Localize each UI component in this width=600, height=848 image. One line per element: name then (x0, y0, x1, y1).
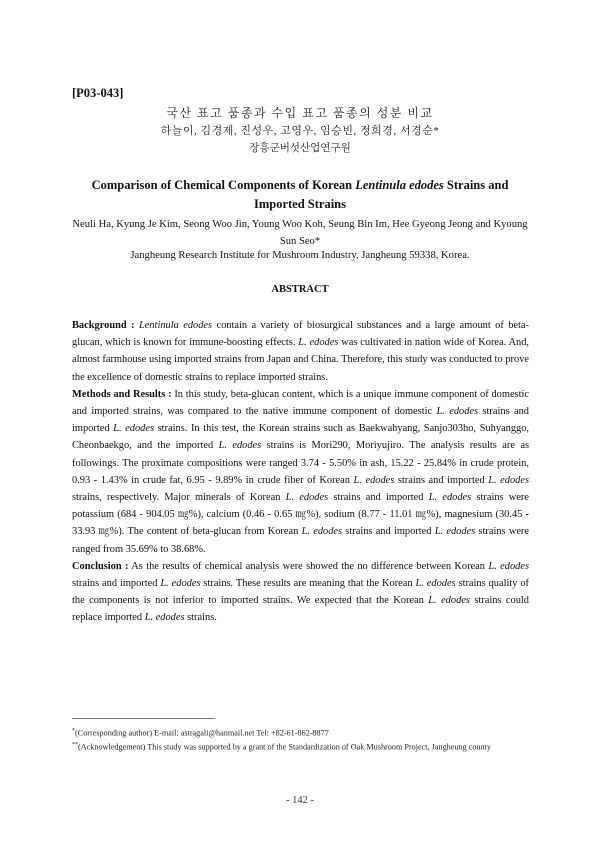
species-name: L. edodes (285, 492, 329, 504)
species-name: L. edodes (144, 612, 185, 624)
text-span: In this study, beta-glucan content, which is a unique immune component of domestic and imported strains, was compared to the native immune component of domestic (72, 388, 529, 418)
english-authors: Neuli Ha, Kyung Je Kim, Seong Woo Jin, Young Woo Koh, Seung Bin Im, Hee Gyeong Jeong and Kyoung Sun Seo* (72, 219, 528, 247)
footnote-mark: ** (72, 742, 78, 748)
korean-title: 국산 표고 품종과 수입 표고 품종의 성분 비교 (166, 106, 434, 120)
species-name: L. edodes (488, 474, 529, 486)
text-span: strains. (184, 612, 217, 624)
background-paragraph (72, 317, 529, 386)
text-span: strains were potassium (684 - 904.05 ㎎%), calcium (0.46 - 0.65 ㎎%), sodium (8.77 - 11.01 ㎎%), magnesium (30.45 - 33.93 ㎎%). The content of beta-glucan from Korean (72, 492, 529, 538)
background-label: Background : (72, 320, 135, 331)
title-part1: Comparison of Chemical Components of Korean (91, 178, 356, 192)
title-part2: Strains and Imported Strains (253, 178, 509, 211)
species-name: L. edodes (353, 474, 395, 486)
footnote-acknowledgement (72, 738, 529, 755)
species-name: L. edodes (113, 423, 154, 435)
text-span: contain a variety of biosurgical substances and a large amount of beta-glucan, which is known for immune-boosting effects. (72, 320, 529, 349)
species-name: L. edodes (218, 440, 262, 452)
text-span: strains and imported (328, 492, 429, 504)
footnote-text: (Acknowledgement) This study was supported by a grant of the Standardization of Oak Mushroom Project, Jangheung county (78, 742, 492, 752)
species-name: L. edodes (488, 560, 529, 572)
methods-label: Methods and Results : (72, 388, 172, 400)
text-span: As the results of chemical analysis were showed the no difference between Korean (128, 560, 489, 572)
species-name: L. edodes (415, 578, 456, 590)
abstract-body (72, 317, 529, 627)
text-span: strains were ranged from 35.69% to 38.68%. (72, 526, 530, 555)
text-span: strains. In this test, the Korean strains such as Baekwahyang, Sanjo303ho, Suhyanggo, Cheonbaekgo, and the imported (72, 423, 530, 452)
methods-paragraph (72, 386, 529, 558)
text-span: was cultivated in nation wide of Korea. And, almost farmhouse using imported strains from Japan and China. Therefore, this study was conducted to prove the excellence of domestic strains to replace imported strains. (72, 337, 530, 383)
text-span: strains, respectively. Major minerals of Korean (72, 492, 286, 504)
text-span: strains. These results are meaning that the Korean (200, 578, 416, 590)
text-span: strains and imported (342, 526, 435, 538)
text-span: strains quality of the components is not inferior to imported strains. We expected that the Korean (72, 578, 529, 607)
footnote-mark: * (72, 728, 75, 734)
korean-institution: 장흥군버섯산업연구원 (249, 143, 351, 154)
conclusion-paragraph (72, 558, 529, 627)
abstract-heading: ABSTRACT (271, 284, 329, 295)
korean-authors: 하늘이, 김경제, 진성우, 고영우, 임승빈, 정희경, 서경순* (160, 125, 440, 137)
footnote-text: (Corresponding author) E-mail: astragali@hanmail.net Tel: +82-61-862-8877 (75, 728, 329, 738)
english-institution: Jangheung Research Institute for Mushroom Industry, Jangheung 59338, Korea. (130, 250, 470, 261)
text-span: strains and imported (72, 578, 161, 590)
species-name: L. edodes (436, 406, 479, 418)
text-span: strains and imported (72, 406, 530, 435)
poster-code: [P03-043] (72, 86, 124, 100)
english-title (72, 176, 528, 214)
text-span: strains is Mori290, Moriyujiro. The analysis results are as followings. The proximate compositions were ranged 3.74 - 5.50% in ash, 15.22 - 25.84% in crude protein, 0.93 - 1.43% in crude fat, 6.95 - 9.89% in crude fiber of Korean (72, 440, 530, 486)
species-name: L. edodes (428, 492, 472, 504)
species-name: L. edodes (160, 578, 201, 590)
species-name: L. edodes (301, 526, 343, 538)
page-number: - 142 - (286, 795, 314, 806)
species-name: L. edodes (298, 337, 339, 349)
species-name: L. edodes (428, 595, 470, 607)
species-name: L. edodes (434, 526, 476, 538)
species-name: Lentinula edodes (138, 320, 213, 331)
text-span: strains and imported (394, 474, 489, 486)
title-species: Lentinula edodes (355, 178, 444, 192)
text-span: strains could replace imported (72, 595, 529, 624)
conclusion-label: Conclusion : (72, 560, 129, 572)
footnote-divider (72, 718, 215, 719)
